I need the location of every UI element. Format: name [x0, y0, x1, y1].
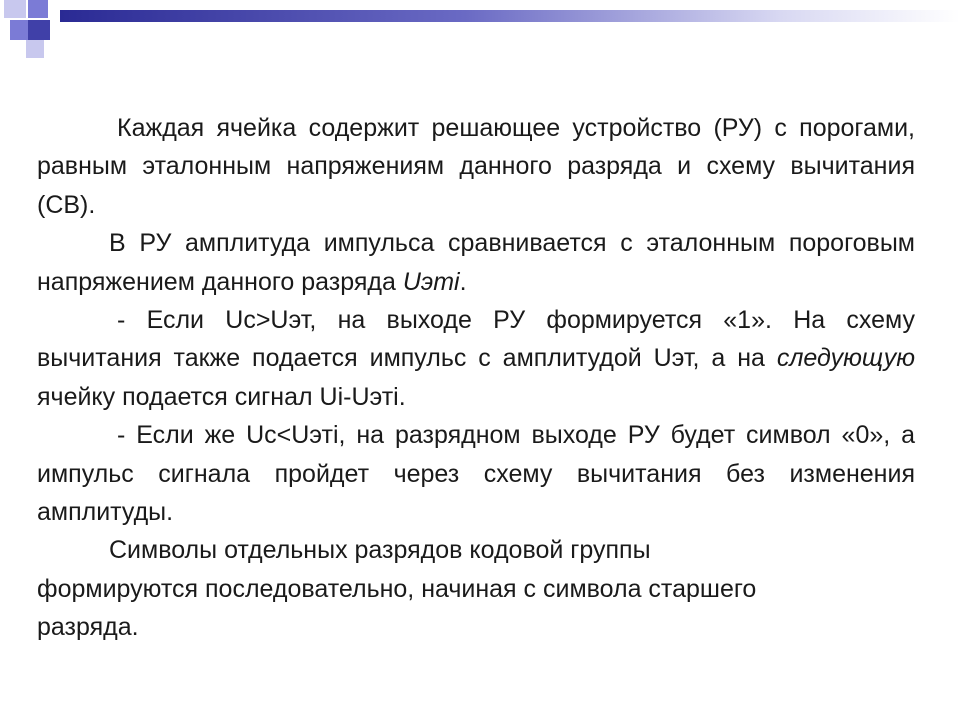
paragraph-4-text: - Если же Uc<Uэтi, на разрядном выходе РУ будет символ «0», а импульс сигнала пройдет через схему вычитания без изменения амплитуды. [37, 421, 915, 527]
decor-square-1 [4, 0, 26, 18]
header-decoration [0, 0, 960, 64]
paragraph-5 [37, 531, 915, 646]
paragraph-1 [37, 109, 915, 224]
paragraph-3-tail: ячейку подается сигнал Ui-Uэтi. [37, 382, 406, 411]
decor-square-4 [28, 20, 50, 40]
decor-square-5 [26, 40, 44, 58]
paragraph-3 [37, 301, 915, 416]
paragraph-4 [37, 416, 915, 531]
paragraph-2-italic: Uэтi [402, 267, 460, 296]
paragraph-3-italic: следующую [776, 344, 915, 373]
decor-square-3 [10, 20, 28, 40]
paragraph-2-text: В РУ амплитуда импульса сравнивается с эталонным пороговым напряжением данного разряда [37, 229, 915, 296]
paragraph-1-text: Каждая ячейка содержит решающее устройство (РУ) с порогами, равным эталонным напряжениям данного разряда и схему вычитания (СВ). [37, 114, 915, 219]
decor-square-2 [28, 0, 48, 18]
paragraph-2-tail: . [459, 267, 467, 296]
paragraph-3-text: - Если Uc>Uэт, на выходе РУ формируется «1». На схему вычитания также подается импульс с амплитудой Uэт, а на [37, 306, 915, 373]
header-gradient-bar [60, 10, 960, 22]
paragraph-2 [37, 224, 915, 301]
paragraph-5-text: Символы отдельных разрядов кодовой группы формируются последовательно, начиная с символа старшего разряда. [37, 536, 757, 642]
slide-body [37, 109, 915, 647]
